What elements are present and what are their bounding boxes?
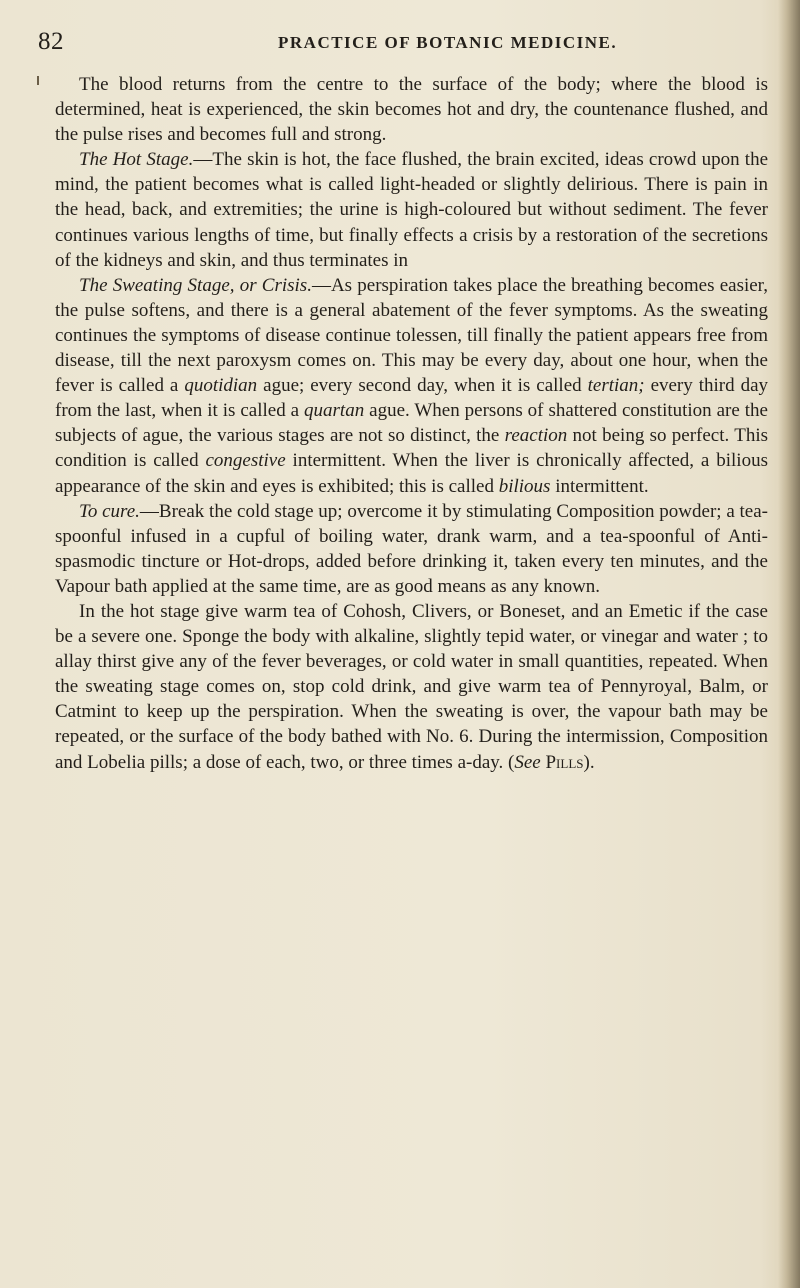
paragraph-text: intermittent.: [550, 475, 649, 497]
term-tertian: tertian;: [587, 375, 645, 397]
paragraph-text: In the hot stage give warm tea of Cohosh, Clivers, or Boneset, and an Emetic if the case be a severe one. Sponge the body with alkaline, slightly tepid water, or vinegar and water ; to allay thirst give any of the fever beverages, or cold water in small quantities, repeated. When the sweating stage comes on, stop cold drink, and give warm tea of Pennyroyal, Balm, or Catmint to keep up the perspiration. When the sweating is over, the vapour bath may be repeated, or the surface of the body bathed with No. 6. During the intermission, Composition and Lobelia pills; a dose of each, two, or three times a-day. (: [55, 600, 768, 773]
paragraph-text: The blood returns from the centre to the surface of the body; where the blood is determined, heat is experienced, the skin becomes hot and dry, the countenance flushed, and the pulse rises and becomes full and strong.: [55, 74, 768, 146]
cross-reference-pills: Pills: [545, 751, 584, 773]
paragraph-text: —As perspiration takes place the breathing becomes easier, the pulse softens, and there is a general abatement of the fever symptoms. As the sweating continues the symptoms of disease continue tolessen, till finally the patient appears free from disease, till the next paroxysm comes on. This may be every day, about one hour, when the fever is called a: [55, 274, 768, 397]
paragraph-intro: [55, 72, 768, 147]
page-header: [38, 28, 758, 58]
paragraph-text: intermittent. When the liver is chronically affected, a bilious appearance of the skin and eyes is exhibited; this is called: [55, 450, 768, 497]
page-edge-shadow: [778, 0, 800, 1288]
paragraph-text: not being so perfect. This condition is called: [55, 425, 768, 472]
section-heading: The Sweating Stage, or Crisis.: [79, 274, 312, 296]
term-reaction: reaction: [504, 425, 568, 447]
term-congestive: congestive: [205, 450, 286, 472]
paragraph-text: ague; every second day, when it is called: [257, 375, 588, 397]
term-bilious: bilious: [498, 475, 551, 497]
paragraph-sweating-stage: [55, 273, 768, 499]
paragraph-hot-stage-treatment: [55, 599, 768, 775]
paragraph-to-cure: [55, 499, 768, 599]
term-quotidian: quotidian: [184, 375, 258, 397]
paragraph-hot-stage: [55, 147, 768, 272]
section-heading: To cure.: [79, 500, 140, 522]
section-heading: The Hot Stage.: [79, 149, 194, 171]
paragraph-text: ague. When persons of shattered constitution are the subjects of ague, the various stages are not so distinct, the: [55, 400, 768, 447]
margin-mark: [37, 76, 39, 85]
page-number: 82: [38, 28, 64, 55]
paragraph-text: —Break the cold stage up; overcome it by stimulating Composition powder; a tea-spoonful infused in a cupful of boiling water, drank warm, and a tea-spoonful of Anti-spasmodic tincture or Hot-drops, added before drinking it, taken every ten minutes, and the Vapour bath applied at the same time, are as good means as any known.: [55, 500, 768, 597]
see-reference: See: [514, 751, 541, 773]
term-quartan: quartan: [304, 400, 365, 422]
body-text: [55, 72, 768, 775]
paragraph-text: ).: [583, 751, 595, 773]
paragraph-text: every third day from the last, when it is called a: [55, 375, 769, 422]
running-title: PRACTICE OF BOTANIC MEDICINE.: [278, 33, 618, 52]
paragraph-text: —The skin is hot, the face flushed, the brain excited, ideas crowd upon the mind, the patient becomes what is called light-headed or slightly delirious. There is pain in the head, back, and extremities; the urine is high-coloured but without sediment. The fever continues various lengths of time, but finally effects a crisis by a restoration of the secretions of the kidneys and skin, and thus terminates in: [55, 149, 769, 271]
